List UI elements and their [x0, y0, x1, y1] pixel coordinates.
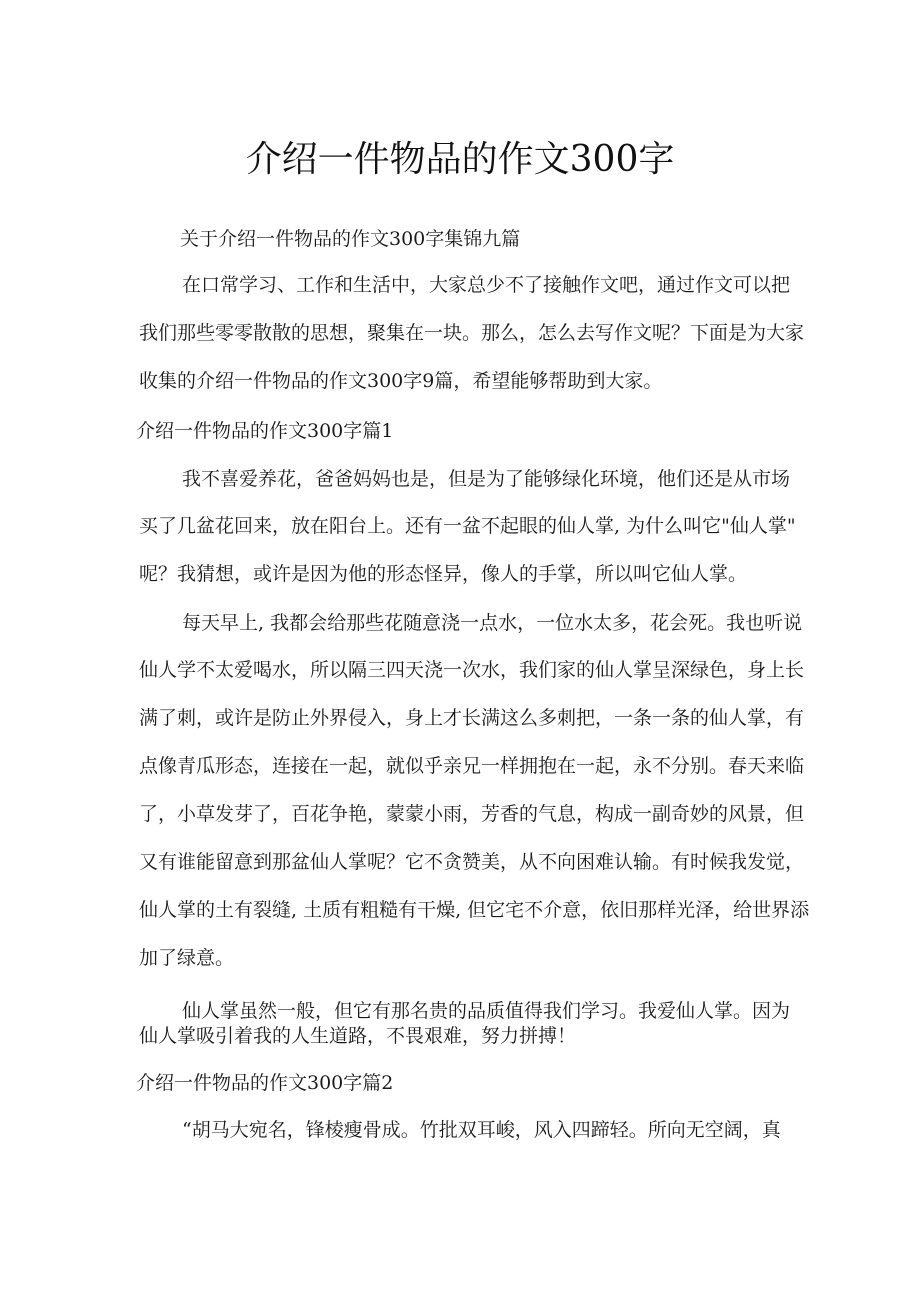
paragraph-line: 买了几盆花回来，放在阳台上。还有一盆不起眼的仙人掌, 为什么叫它"仙人掌" [139, 515, 796, 537]
paragraph-line: 加了绿意。 [139, 947, 235, 969]
subtitle-line: 关于介绍一件物品的作文300字集锦九篇 [180, 228, 521, 250]
section-heading: 介绍一件物品的作文300字篇2 [136, 1072, 394, 1094]
paragraph-line: 呢？我猜想，或许是因为他的形态怪异，像人的手掌，所以叫它仙人掌。 [139, 563, 748, 585]
paragraph-line: 仙人掌虽然一般，但它有那名贵的品质值得我们学习。我爱仙人掌。因为 [182, 1000, 791, 1022]
paragraph-line: 仙人掌的土有裂缝, 土质有粗糙有干燥, 但它宅不介意，依旧那样光泽，给世界添 [139, 899, 810, 921]
paragraph-line: 满了刺，或许是防止外界侵入，身上才长满这么多刺把，一条一条的仙人掌，有 [139, 707, 805, 729]
paragraph-line: 收集的介绍一件物品的作文300字9篇，希望能够帮助到大家。 [139, 370, 663, 392]
paragraph-line: 我们那些零零散散的思想，聚集在一块。那么，怎么去写作文呢？下面是为大家 [139, 322, 805, 344]
document-title: 介绍一件物品的作文300字 [245, 139, 675, 180]
paragraph-line: 每天早上, 我都会给那些花随意浇一点水，一位水太多，花会死。我也听说 [182, 612, 803, 634]
paragraph-line: 仙人学不太爱喝水，所以隔三四天浇一次水，我们家的仙人掌呈深绿色，身上长 [139, 659, 805, 681]
paragraph-line: 在口常学习、工作和生活中，大家总少不了接触作文吧，通过作文可以把 [182, 274, 791, 296]
section-heading: 介绍一件物品的作文300字篇1 [136, 420, 394, 442]
paragraph-line: “胡马大宛名，锋棱瘦骨成。竹批双耳峻，风入四蹄轻。所向无空阔，真 [182, 1119, 781, 1141]
paragraph-line: 仙人掌吸引着我的人生道路，不畏艰难，努力拼搏！ [139, 1025, 577, 1047]
paragraph-line: 了，小草发芽了，百花争艳，蒙蒙小雨，芳香的气息，构成一副奇妙的风景，但 [139, 803, 805, 825]
paragraph-line: 又有谁能留意到那盆仙人掌呢？它不贪赞美，从不向困难认输。有时候我发觉， [139, 851, 805, 873]
paragraph-line: 我不喜爱养花，爸爸妈妈也是，但是为了能够绿化环境，他们还是从市场 [182, 468, 791, 490]
paragraph-line: 点像青瓜形态，连接在一起，就似乎亲兄一样拥抱在一起，永不分别。春天来临 [139, 755, 805, 777]
